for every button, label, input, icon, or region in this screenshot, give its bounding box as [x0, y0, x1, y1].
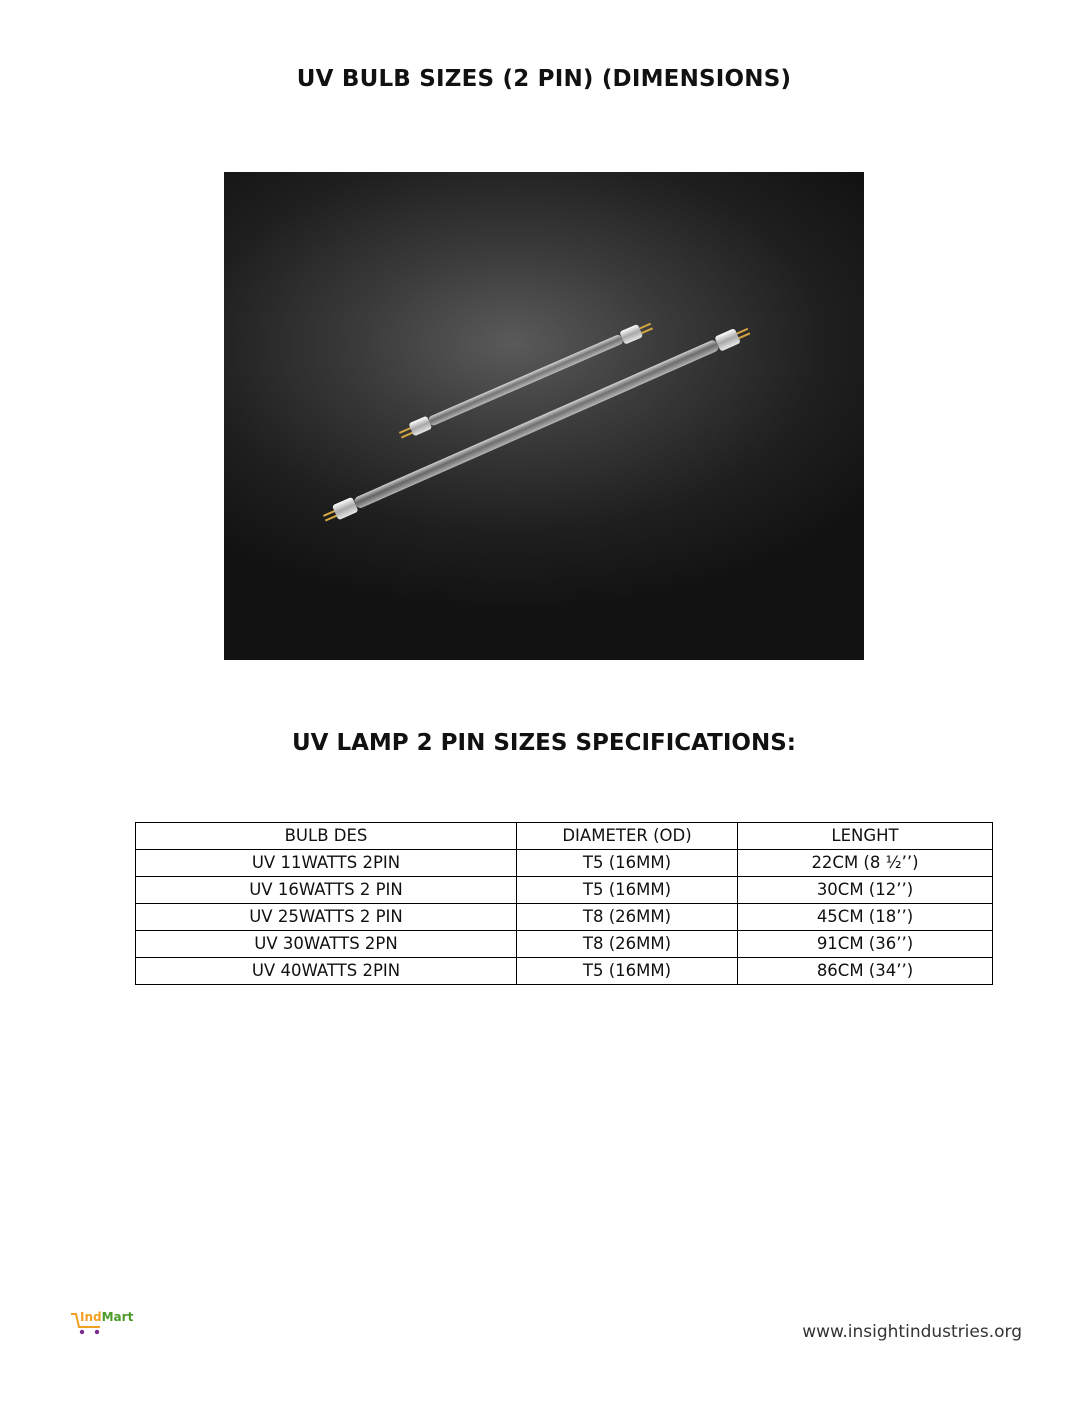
table-row — [136, 958, 993, 985]
cell-length: 45CM (18’’) — [738, 904, 993, 931]
cell-diameter: T8 (26MM) — [517, 904, 738, 931]
cell-diameter: T5 (16MM) — [517, 877, 738, 904]
cell-length: 91CM (36’’) — [738, 931, 993, 958]
header-diameter: DIAMETER (OD) — [517, 823, 738, 850]
indmart-logo — [70, 1310, 160, 1340]
header-length: LENGHT — [738, 823, 993, 850]
cell-bulb-des: UV 25WATTS 2 PIN — [136, 904, 517, 931]
footer-website-link[interactable]: www.insightindustries.org — [802, 1322, 1022, 1342]
cell-length: 30CM (12’’) — [738, 877, 993, 904]
section-title: UV LAMP 2 PIN SIZES SPECIFICATIONS: — [291, 730, 796, 756]
cell-length: 22CM (8 ½’’) — [738, 850, 993, 877]
table-row — [136, 904, 993, 931]
logo-text-ind: Ind — [80, 1310, 102, 1324]
cell-diameter: T5 (16MM) — [517, 850, 738, 877]
table-row — [136, 850, 993, 877]
uv-lamps-photo — [224, 172, 864, 660]
cell-length: 86CM (34’’) — [738, 958, 993, 985]
table-row — [136, 931, 993, 958]
cell-bulb-des: UV 40WATTS 2PIN — [136, 958, 517, 985]
cell-diameter: T5 (16MM) — [517, 958, 738, 985]
logo-text-mart: Mart — [101, 1310, 134, 1324]
cell-diameter: T8 (26MM) — [517, 931, 738, 958]
cell-bulb-des: UV 16WATTS 2 PIN — [136, 877, 517, 904]
logo-text — [80, 1310, 133, 1324]
header-bulb-des: BULB DES — [136, 823, 517, 850]
table-row — [136, 877, 993, 904]
page-title: UV BULB SIZES (2 PIN) (DIMENSIONS) — [296, 66, 792, 92]
specifications-table — [135, 822, 993, 985]
uv-lamps-illustration — [224, 172, 864, 660]
cell-bulb-des: UV 30WATTS 2PN — [136, 931, 517, 958]
table-header-row — [136, 823, 993, 850]
cell-bulb-des: UV 11WATTS 2PIN — [136, 850, 517, 877]
